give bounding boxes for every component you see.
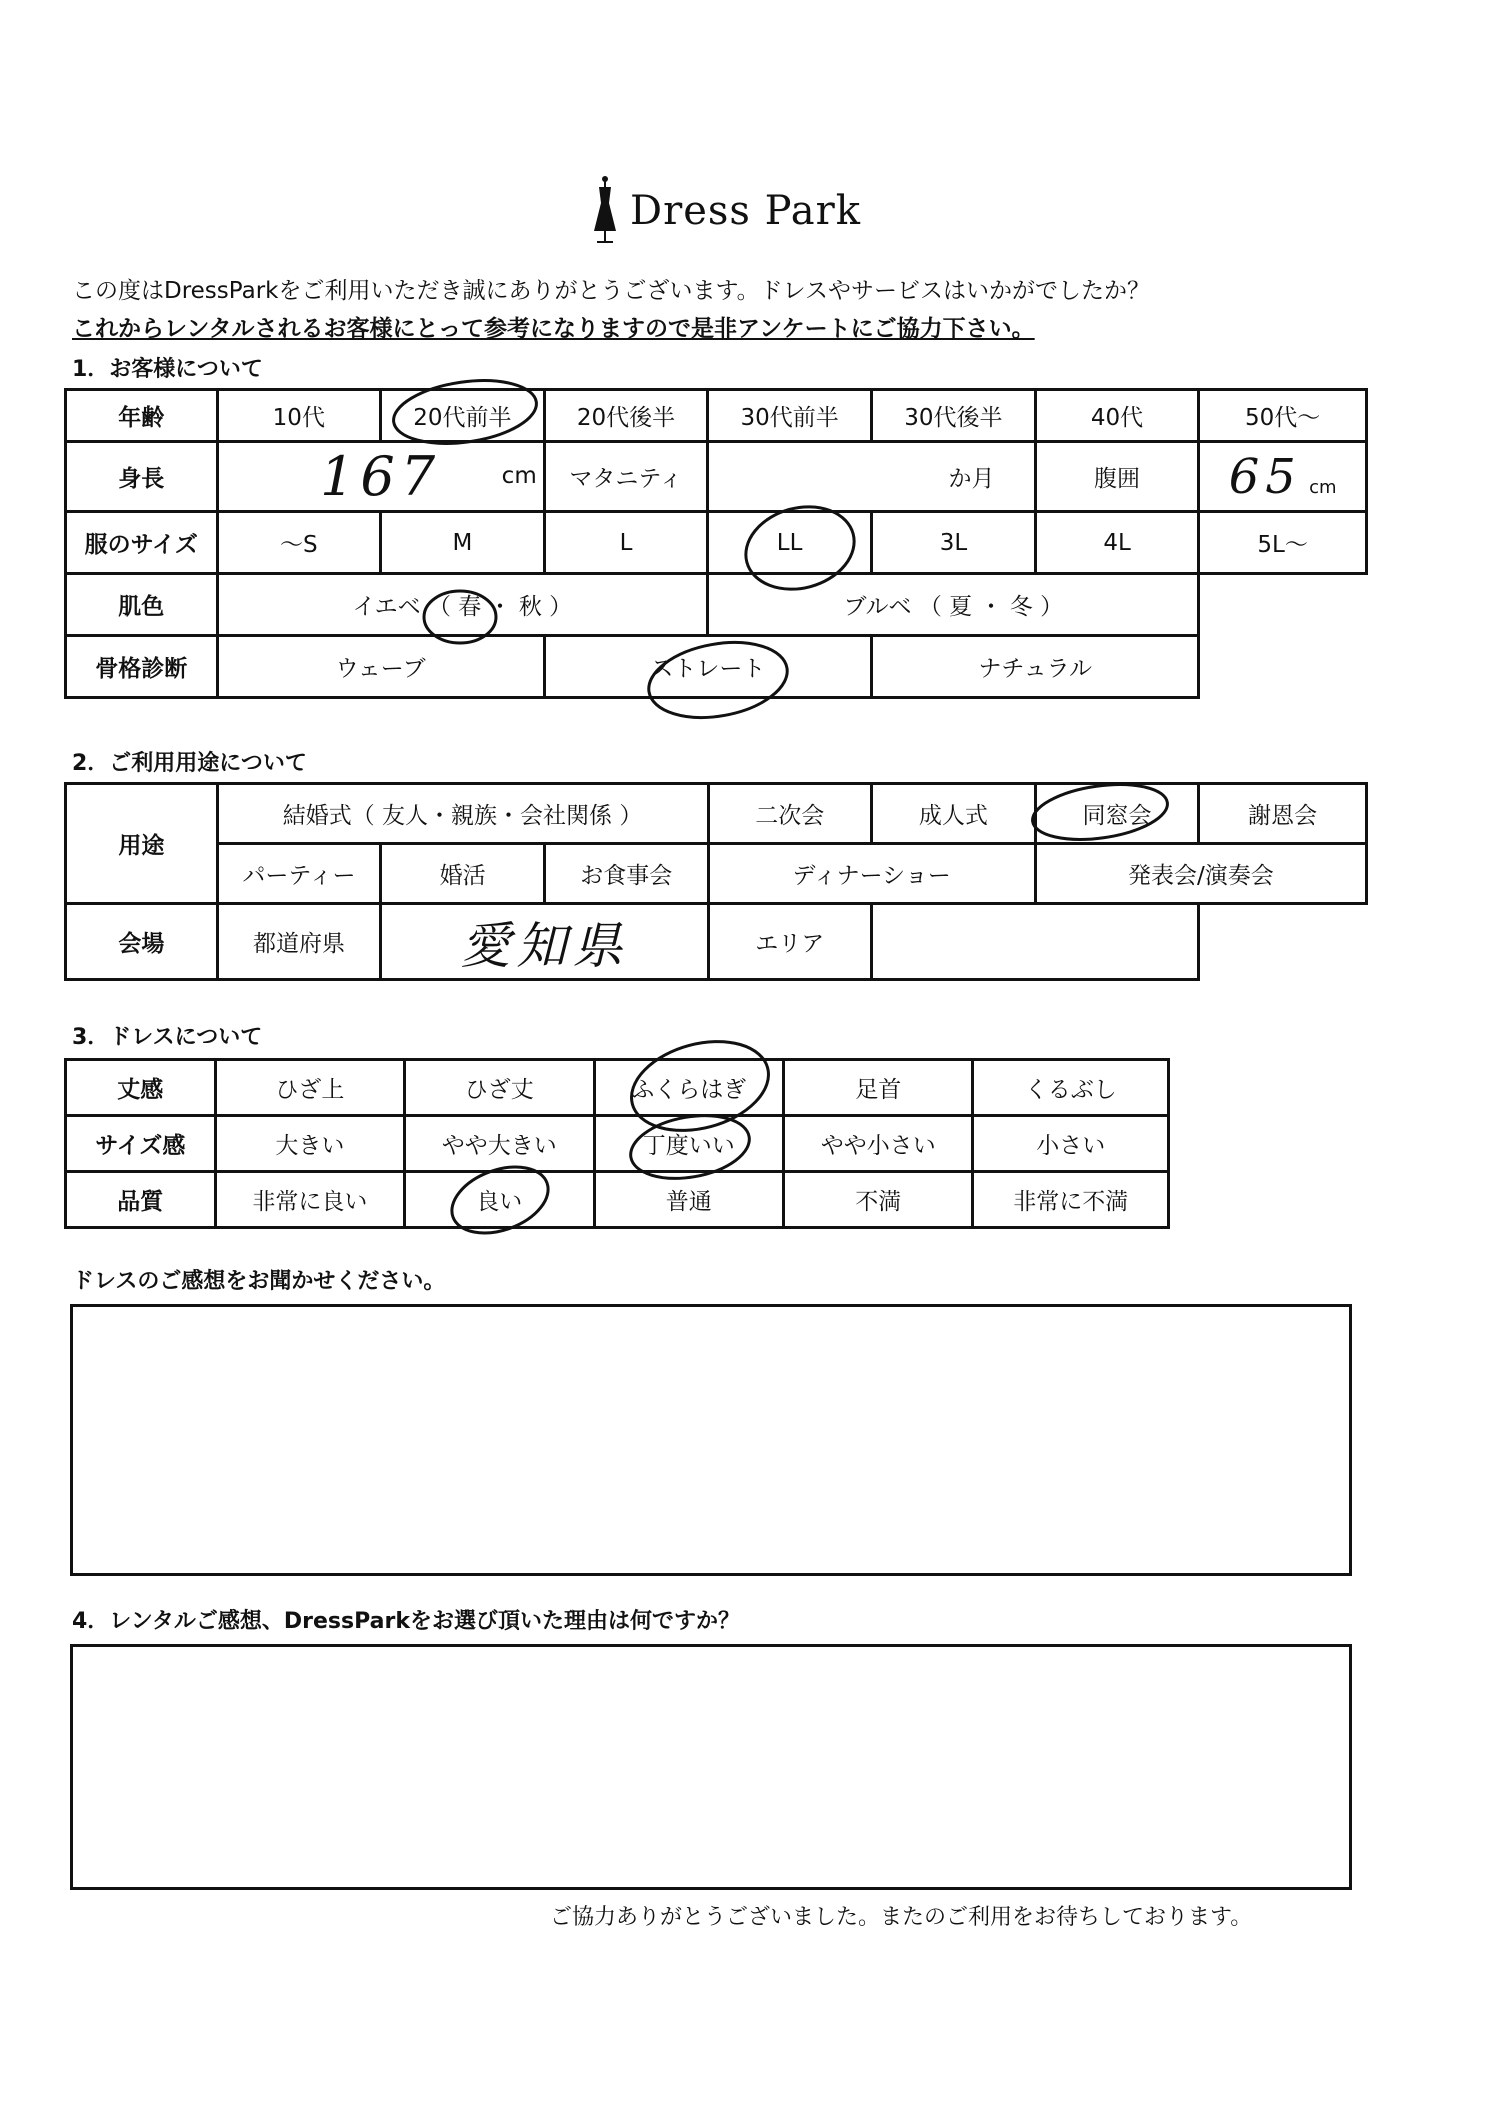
fit-label: サイズ感 [66, 1116, 216, 1172]
frame-wave[interactable]: ウェーブ [217, 636, 544, 698]
purpose-reunion[interactable]: 同窓会 [1035, 784, 1199, 844]
age-10s[interactable]: 10代 [217, 390, 381, 442]
height-unit: cm [501, 463, 537, 489]
area-field[interactable] [872, 904, 1199, 980]
maternity-label: マタニティ [544, 442, 707, 512]
purpose-recital[interactable]: 発表会/演奏会 [1035, 844, 1366, 904]
size-label: 服のサイズ [66, 512, 218, 574]
quality-very-dissatisfied[interactable]: 非常に不満 [973, 1172, 1169, 1228]
length-anklebone[interactable]: くるぶし [973, 1060, 1169, 1116]
footer-thanks: ご協力ありがとうございました。またのご利用をお待ちしております。 [550, 1905, 1253, 1930]
age-late-30s[interactable]: 30代後半 [872, 390, 1036, 442]
size-ll[interactable]: LL [708, 512, 872, 574]
dress-icon [590, 175, 620, 247]
frame-label: 骨格診断 [66, 636, 218, 698]
size-l[interactable]: L [544, 512, 707, 574]
quality-very-good[interactable]: 非常に良い [215, 1172, 404, 1228]
quality-label: 品質 [66, 1172, 216, 1228]
quality-dissatisfied[interactable]: 不満 [784, 1172, 973, 1228]
age-50s[interactable]: 50代〜 [1199, 390, 1367, 442]
quality-average[interactable]: 普通 [594, 1172, 783, 1228]
intro-request: これからレンタルされるお客様にとって参考になりますので是非アンケートにご協力下さい。 [72, 316, 1035, 342]
dress-comment-label: ドレスのご感想をお聞かせください。 [72, 1269, 446, 1294]
purpose-wedding[interactable]: 結婚式（ 友人・親族・会社関係 ） [217, 784, 708, 844]
logo-text: Dress Park [630, 188, 861, 234]
maternity-field[interactable] [708, 442, 1036, 512]
quality-good[interactable]: 良い [405, 1172, 594, 1228]
usage-table [64, 782, 1368, 981]
length-above-knee[interactable]: ひざ上 [215, 1060, 404, 1116]
venue-label: 会場 [66, 904, 218, 980]
age-early-30s[interactable]: 30代前半 [708, 390, 872, 442]
fit-small[interactable]: 小さい [973, 1116, 1169, 1172]
logo [590, 175, 861, 247]
purpose-thanks-party[interactable]: 謝恩会 [1199, 784, 1367, 844]
intro-text: この度はDressParkをご利用いただき誠にありがとうございます。ドレスやサービスはいかがでしたか？ [72, 278, 1150, 304]
length-label: 丈感 [66, 1060, 216, 1116]
area-label: エリア [708, 904, 872, 980]
prefecture-field[interactable] [381, 904, 708, 980]
purpose-coming-of-age[interactable]: 成人式 [872, 784, 1036, 844]
waist-value: 65 [1228, 448, 1302, 505]
size-3l[interactable]: 3L [872, 512, 1036, 574]
purpose-dinner[interactable]: お食事会 [544, 844, 708, 904]
purpose-afterparty[interactable]: 二次会 [708, 784, 872, 844]
fit-just-right[interactable]: 丁度いい [594, 1116, 783, 1172]
waist-unit: cm [1309, 476, 1337, 498]
prefecture-value: 愛知県 [460, 916, 629, 975]
purpose-label: 用途 [66, 784, 218, 904]
frame-natural[interactable]: ナチュラル [872, 636, 1199, 698]
dress-comment-box[interactable] [70, 1304, 1352, 1576]
fit-large[interactable]: 大きい [215, 1116, 404, 1172]
skin-warm[interactable]: イエベ （ 春 ・ 秋 ） [217, 574, 708, 636]
skin-label: 肌色 [66, 574, 218, 636]
prefecture-label: 都道府県 [217, 904, 381, 980]
height-field[interactable] [217, 442, 544, 512]
length-calf[interactable]: ふくらはぎ [594, 1060, 783, 1116]
size-5l[interactable]: 5L〜 [1199, 512, 1367, 574]
height-label: 身長 [66, 442, 218, 512]
waist-label: 腹囲 [1035, 442, 1198, 512]
length-ankle[interactable]: 足首 [784, 1060, 973, 1116]
frame-straight[interactable]: ストレート [544, 636, 871, 698]
fit-slightly-small[interactable]: やや小さい [784, 1116, 973, 1172]
section3-title: 3．ドレスについて [72, 1025, 263, 1050]
size-s[interactable]: 〜S [217, 512, 381, 574]
customer-table [64, 388, 1368, 699]
size-4l[interactable]: 4L [1035, 512, 1198, 574]
purpose-dinner-show[interactable]: ディナーショー [708, 844, 1035, 904]
section4-title: 4．レンタルご感想、DressParkをお選び頂いた理由は何ですか？ [72, 1609, 740, 1634]
rental-comment-box[interactable] [70, 1644, 1352, 1890]
section1-title: 1．お客様について [72, 357, 263, 382]
waist-field[interactable] [1199, 442, 1367, 512]
purpose-konkatsu[interactable]: 婚活 [381, 844, 545, 904]
age-40s[interactable]: 40代 [1035, 390, 1198, 442]
age-label: 年齢 [66, 390, 218, 442]
height-value: 167 [320, 445, 442, 508]
age-early-20s[interactable]: 20代前半 [381, 390, 545, 442]
age-late-20s[interactable]: 20代後半 [544, 390, 707, 442]
section2-title: 2．ご利用用途について [72, 751, 307, 776]
purpose-party[interactable]: パーティー [217, 844, 381, 904]
fit-slightly-large[interactable]: やや大きい [405, 1116, 594, 1172]
maternity-unit: か月 [948, 466, 995, 492]
dress-table [64, 1058, 1170, 1229]
skin-cool[interactable]: ブルベ （ 夏 ・ 冬 ） [708, 574, 1199, 636]
length-knee[interactable]: ひざ丈 [405, 1060, 594, 1116]
size-m[interactable]: M [381, 512, 545, 574]
